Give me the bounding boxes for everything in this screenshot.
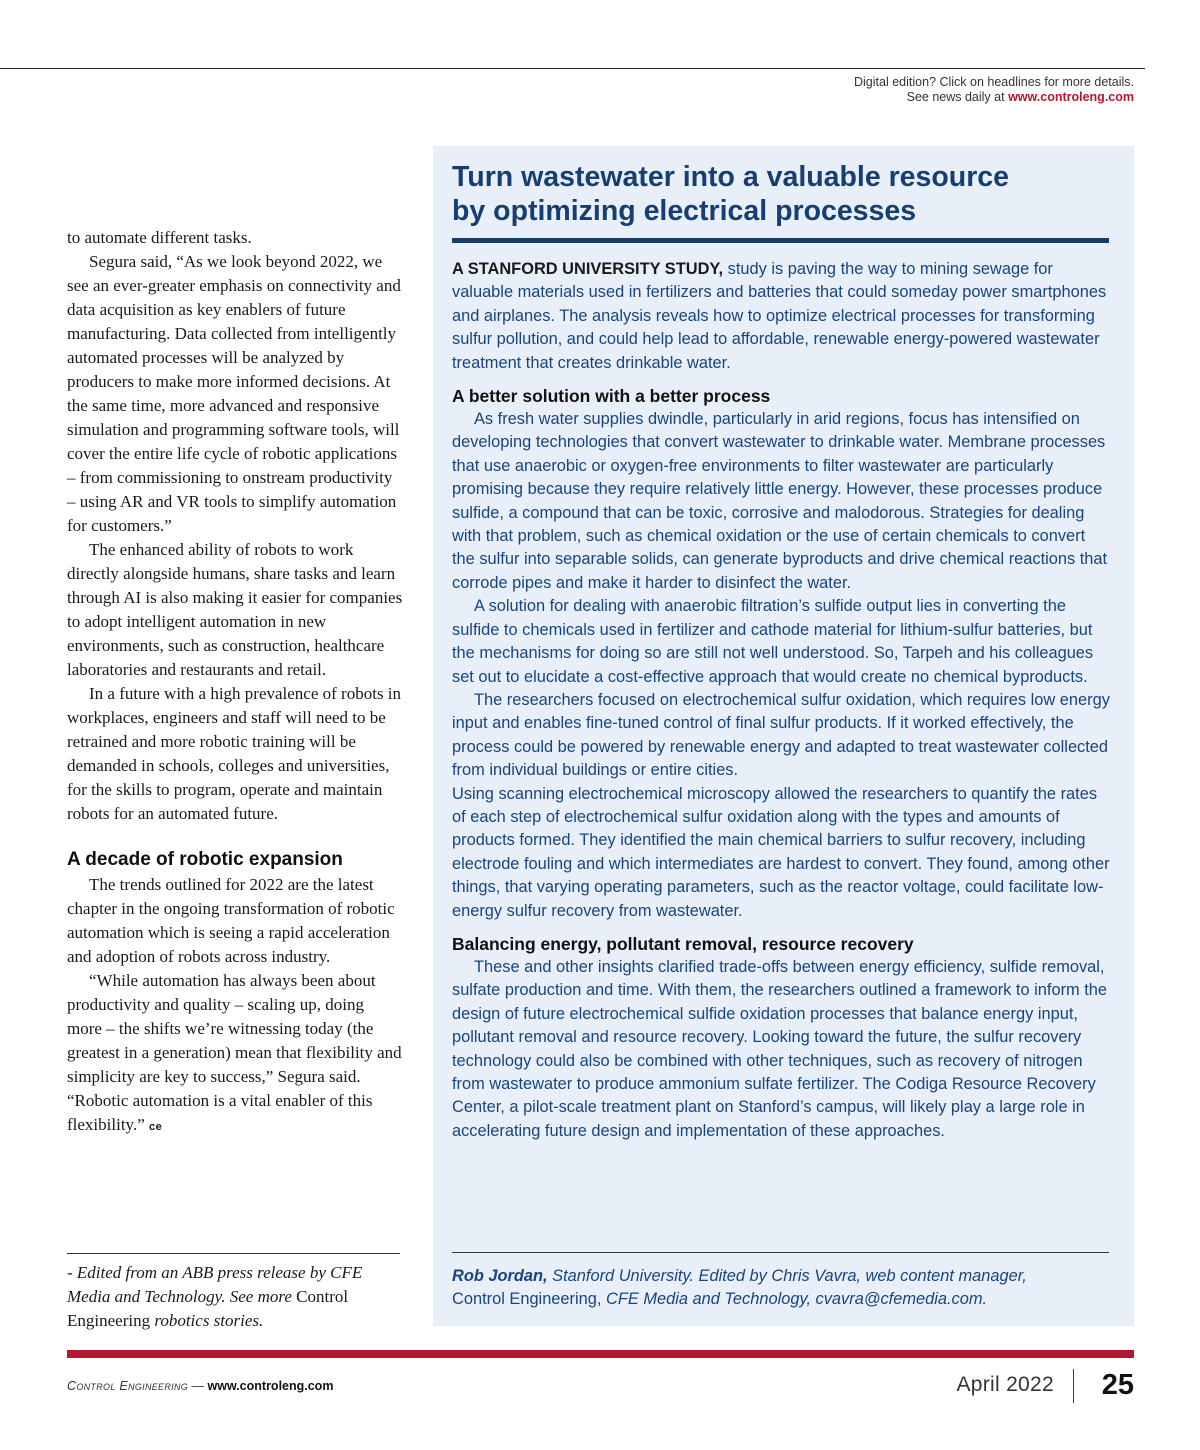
header-note-line2 xyxy=(854,90,1134,105)
footer-publication xyxy=(67,1379,333,1393)
sidebar-lead xyxy=(452,258,1112,375)
left-paragraph-1: to automate different tasks. xyxy=(67,228,252,247)
sidebar-headline-rule xyxy=(452,238,1109,243)
page-number: 25 xyxy=(1101,1369,1134,1401)
header-rule xyxy=(0,68,1145,69)
sidebar-credit xyxy=(452,1265,1112,1312)
left-credit-link[interactable]: Control Engineering xyxy=(67,1287,349,1330)
footer-dash: — xyxy=(188,1379,208,1393)
header-note-prefix: See news daily at xyxy=(906,90,1009,104)
left-column xyxy=(67,226,403,1139)
left-credit-rule xyxy=(67,1253,400,1254)
end-mark: ce xyxy=(149,1121,163,1133)
left-credit-c: robotics stories. xyxy=(150,1311,264,1330)
sidebar-paragraph-2: A solution for dealing with anaerobic filtration’s sulfide output lies in converting the sulfide to chemicals used in fertilizer and cathode material for lithium-sulfur batteries, but the mechanisms for doing so are still not well understood. So, Tarpeh and his colleagues set out to elucidate a cost-effective approach that would create no chemical byproducts. xyxy=(452,597,1094,686)
sidebar-credit-publication: Control Engineering, xyxy=(452,1290,602,1309)
left-credit-a: - Edited from an ABB press release by CFE Media and Technology. See more xyxy=(67,1263,363,1306)
left-section-heading: A decade of robotic expansion xyxy=(67,849,343,870)
sidebar-box xyxy=(433,146,1134,1326)
sidebar-paragraph-1: As fresh water supplies dwindle, particularly in arid regions, focus has intensified on developing technologies that convert wastewater to drinkable water. Membrane processes that use anaerobic or oxygen-free environments to filter wastewater are particularly promising because they require relatively little energy. However, these processes produce sulfide, a compound that can be toxic, corrosive and malodorous. Strategies for dealing with that problem, such as chemical oxidation or the use of certain chemicals to convert the sulfur into separable solids, can generate byproducts and drive chemical reactions that corrode pipes and make it harder to disinfect the water. xyxy=(452,410,1108,592)
sidebar-credit-rule xyxy=(452,1252,1109,1253)
sidebar-paragraph-4: Using scanning electrochemical microscopy allowed the researchers to quantify the rates of each step of electrochemical sulfur oxidation along with the types and amounts of products formed. They identified the main chemical barriers to sulfur recovery, including electrode fouling and which intermediates are hardest to convert. They found, among other things, that varying operating parameters, such as the reactor voltage, could facilitate low-energy sulfur recovery from wastewater. xyxy=(452,784,1110,920)
sidebar-kicker: A STANFORD UNIVERSITY STUDY, xyxy=(452,260,724,278)
sidebar-body xyxy=(452,258,1112,1143)
left-paragraph-6-text: “While automation has always been about productivity and quality – scaling up, doing more – the shifts we’re witnessing today (the greatest in a generation) mean that flexibility and simplicity are key to success,” Segura said. “Robotic automation is a vital enabler of this flexibility.” xyxy=(67,971,402,1134)
left-paragraph-6 xyxy=(67,969,403,1139)
footer-publication-name: Control Engineering xyxy=(67,1379,189,1393)
sidebar-headline-line2: by optimizing electrical processes xyxy=(452,195,917,227)
sidebar-paragraph-5: These and other insights clarified trade-offs between energy efficiency, sulfide removal, sulfate production and time. With them, the researchers outlined a framework to inform the design of future electrochemical sulfide oxidation processes that balance energy input, pollutant removal and resource recovery. Looking toward the future, the sulfur recovery technology could also be combined with other techniques, such as recovery of nitrogen from wastewater to produce ammonium sulfate fertilizer. The Codiga Resource Recovery Center, a pilot-scale treatment plant on Stanford’s campus, will likely play a large role in accelerating future design and implementation of these approaches. xyxy=(452,957,1108,1140)
left-paragraph-4: In a future with a high prevalence of robots in workplaces, engineers and staff will need to be retrained and more robotic training will be demanded in schools, colleges and universities, for the skills to program, operate and maintain robots for an automated future. xyxy=(67,684,402,823)
sidebar-credit-author: Rob Jordan, xyxy=(452,1267,548,1285)
footer-bar xyxy=(67,1350,1134,1358)
sidebar-lead-text: study is paving the way to mining sewage for valuable materials used in fertilizers and batteries that could someday power smartphones and airplanes. The analysis reveals how to optimize electrical processes for transforming sulfur pollution, and could help lead to affordable, renewable energy-powered wastewater treatment that creates drinkable water. xyxy=(452,260,1107,372)
sidebar-paragraph-3: The researchers focused on electrochemical sulfur oxidation, which requires low energy input and enables fine-tuned control of final sulfur products. If it worked effectively, the process could be powered by renewable energy and adapted to treat wastewater collected from individual buildings or entire cities. xyxy=(452,690,1110,780)
left-credit xyxy=(67,1261,403,1333)
left-paragraph-5: The trends outlined for 2022 are the latest chapter in the ongoing transformation of robotic automation which is seeing a rapid acceleration and adoption of robots across industry. xyxy=(67,875,395,966)
sidebar-credit-c: CFE Media and Technology, cvavra@cfemedia.com. xyxy=(601,1290,988,1309)
sidebar-headline[interactable] xyxy=(452,160,1112,228)
footer-separator xyxy=(1073,1369,1074,1403)
sidebar-heading-2: Balancing energy, pollutant removal, resource recovery xyxy=(452,933,914,954)
header-note xyxy=(854,75,1134,105)
sidebar-credit-a: Stanford University. Edited by Chris Vavra, web content manager, xyxy=(547,1267,1027,1285)
sidebar-headline-line1: Turn wastewater into a valuable resource xyxy=(452,161,1009,193)
left-paragraph-3: The enhanced ability of robots to work directly alongside humans, share tasks and learn through AI is also making it easier for companies to adopt intelligent automation in new environments, such as construction, healthcare laboratories and restaurants and retail. xyxy=(67,540,403,679)
sidebar-heading-1: A better solution with a better process xyxy=(452,386,771,407)
header-url-link[interactable]: www.controleng.com xyxy=(1008,90,1134,104)
footer-date: April 2022 xyxy=(956,1373,1054,1396)
left-paragraph-2: Segura said, “As we look beyond 2022, we see an ever-greater emphasis on connectivity and data acquisition as key enablers of future manufacturing. Data collected from intelligently automated processes will be analyzed by producers to make more informed decisions. At the same time, more advanced and responsive simulation and programming software tools, will cover the entire life cycle of robotic applications – from commissioning to onstream productivity – using AR and VR tools to simplify automation for customers.” xyxy=(67,252,401,535)
footer-url-link[interactable]: www.controleng.com xyxy=(207,1379,334,1393)
header-note-line1: Digital edition? Click on headlines for more details. xyxy=(853,75,1134,89)
